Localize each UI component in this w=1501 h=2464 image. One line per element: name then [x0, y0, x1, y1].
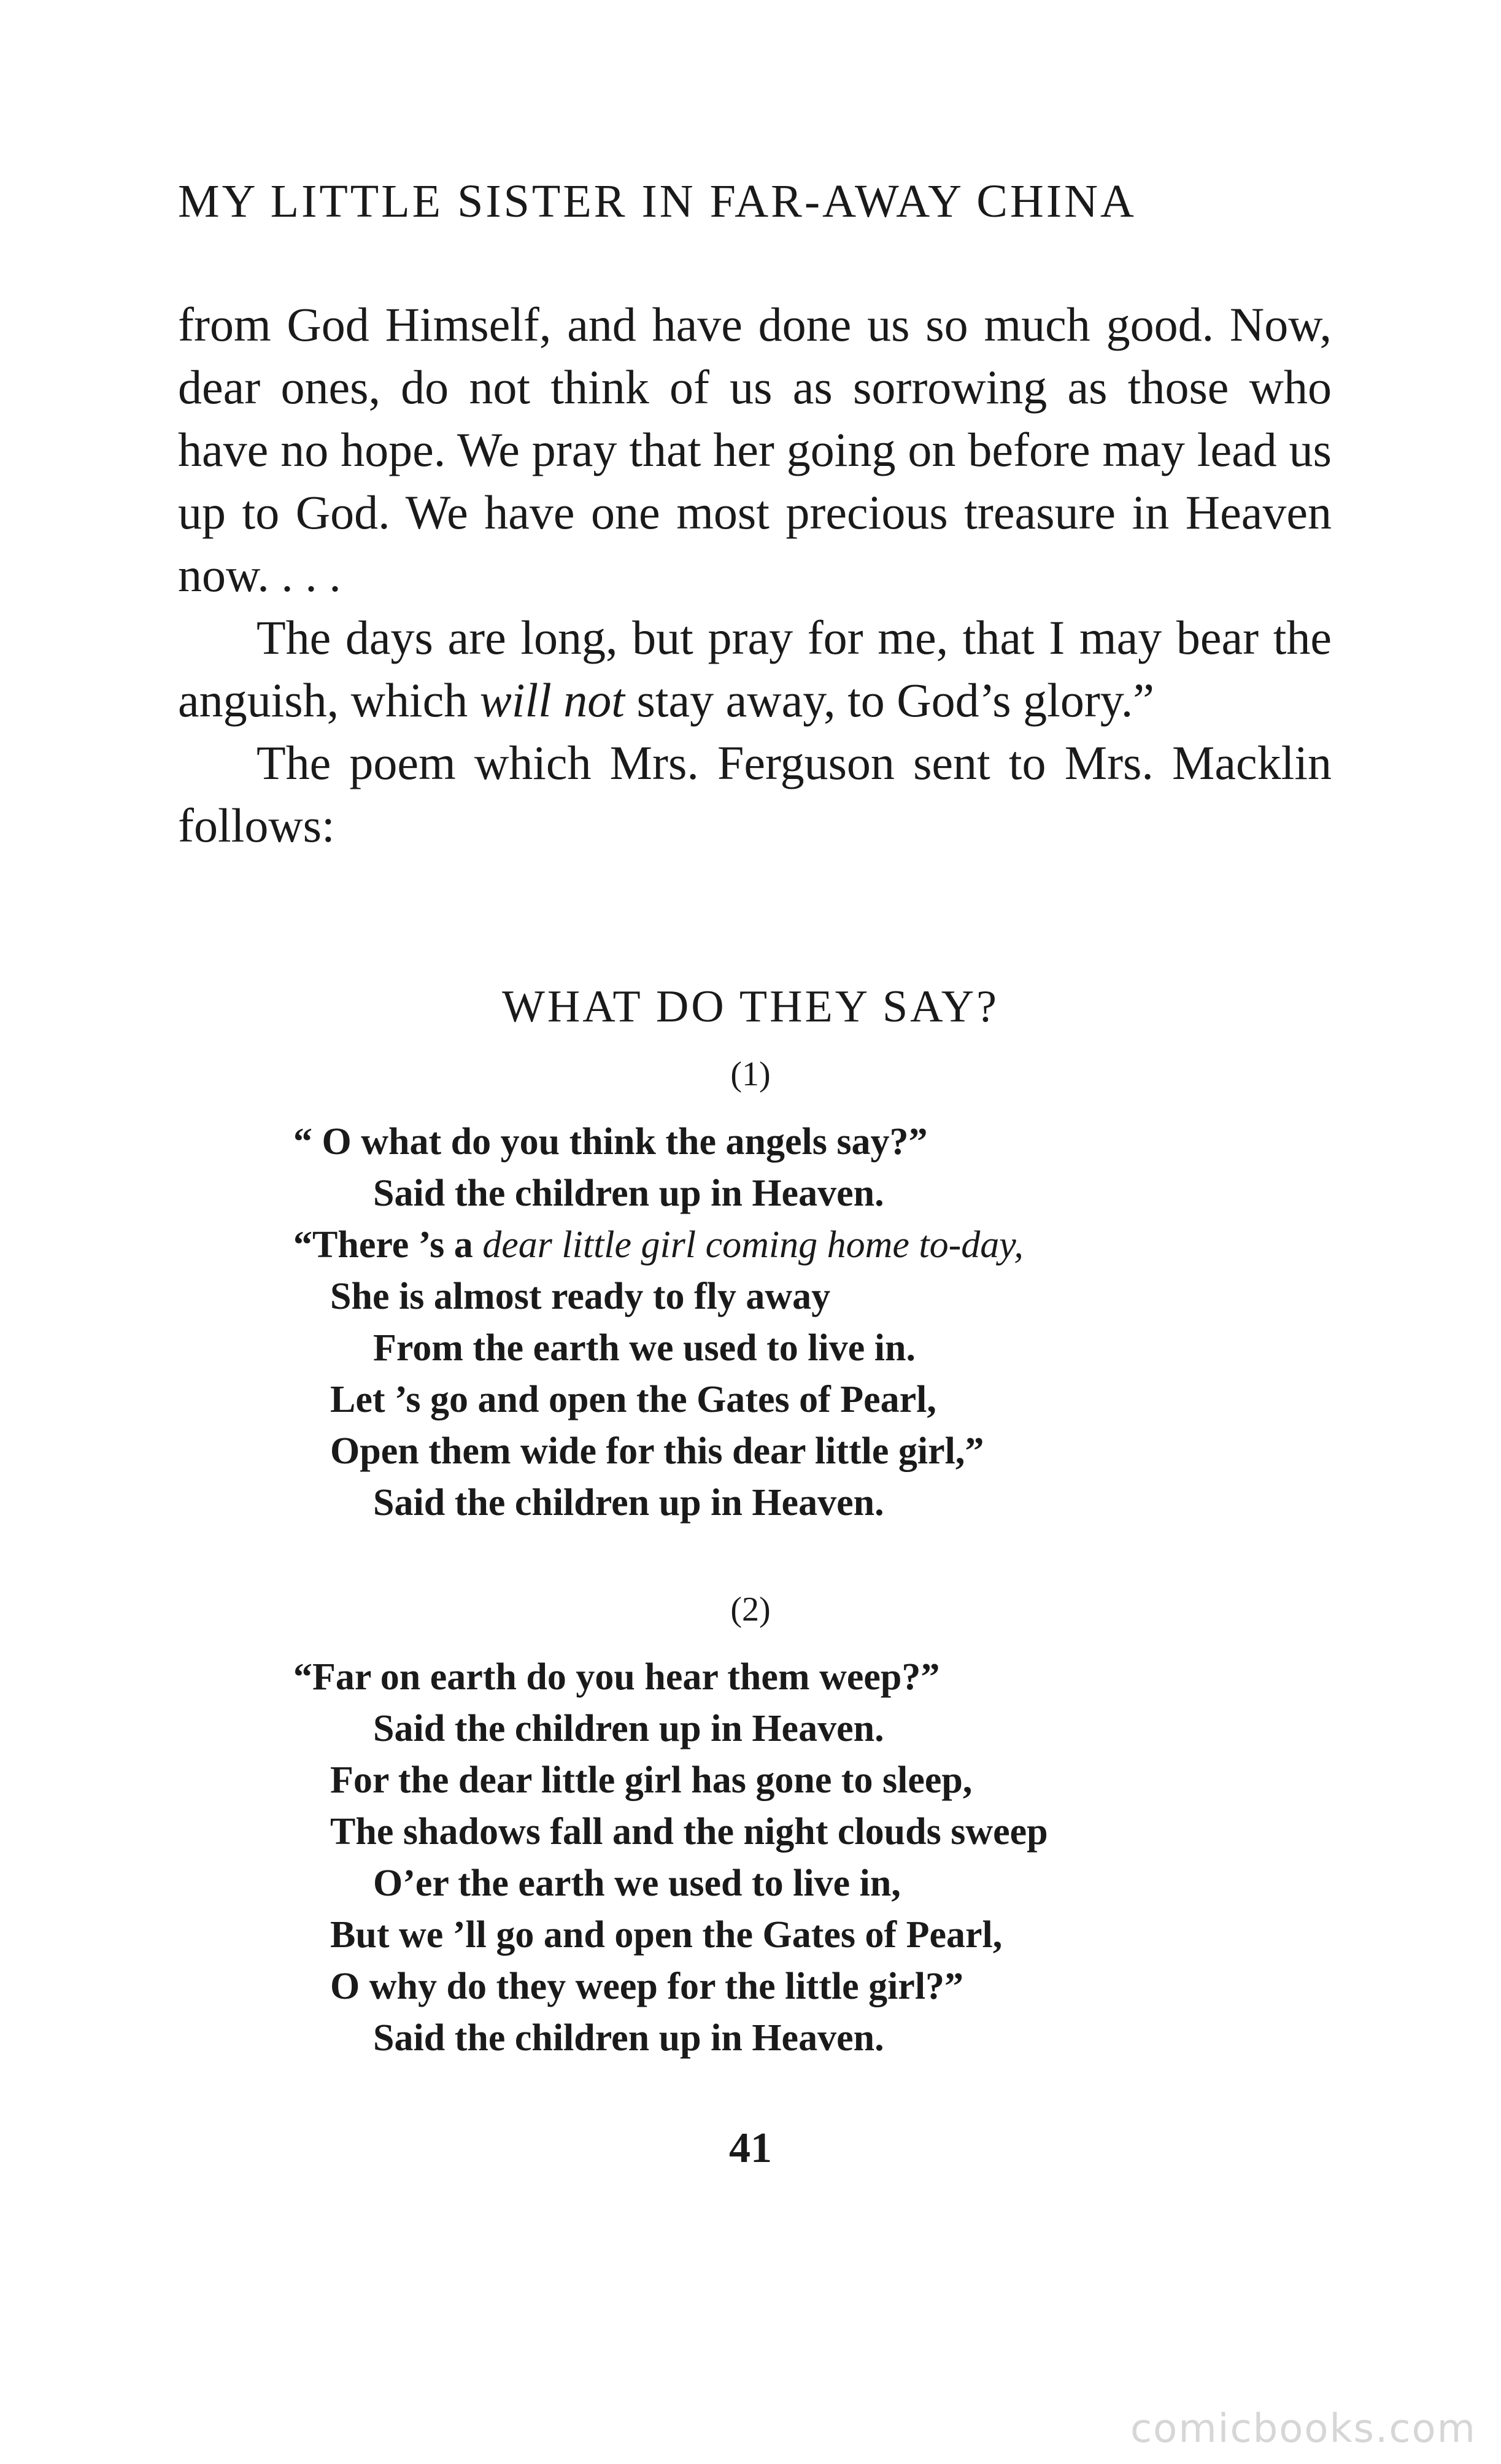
paragraph-continued: from God Himself, and have done us so much good. Now, dear ones, do not think of us as sorrowing as those who have no hope. We pray that her going on before may lead us up to God. We have one most precious treasure in Heaven now. . . .: [178, 298, 1332, 602]
poem-line: “ O what do you think the angels say?”: [293, 1121, 928, 1163]
watermark: comicbooks.com: [1130, 2406, 1476, 2452]
poem-line: The shadows fall and the night clouds sweep: [330, 1811, 1048, 1853]
paragraph-text: The days are long, but pray for me, that I may bear the anguish, which: [178, 611, 1332, 727]
stanza-2: [293, 1651, 1337, 2064]
poem-line: Said the children up in Heaven.: [373, 1708, 884, 1749]
prose-body: [178, 293, 1332, 857]
poem-line: From the earth we used to live in.: [373, 1327, 916, 1369]
poem-line: Let ’s go and open the Gates of Pearl,: [330, 1379, 936, 1420]
emphasis-text: will not: [479, 673, 625, 727]
poem-line: For the dear little girl has gone to sleep,: [330, 1759, 973, 1801]
poem-line: Said the children up in Heaven.: [373, 1172, 884, 1214]
page-number: 41: [729, 2125, 772, 2172]
poem-line: Open them wide for this dear little girl,”: [330, 1430, 984, 1472]
emphasis-text: dear little girl coming home to-day,: [482, 1224, 1024, 1266]
paragraph-poem-intro: The poem which Mrs. Ferguson sent to Mrs. Macklin follows:: [178, 736, 1332, 852]
poem-line: O’er the earth we used to live in,: [373, 1862, 901, 1904]
stanza-number: (2): [730, 1590, 771, 1629]
running-head: MY LITTLE SISTER IN FAR-AWAY CHINA: [178, 176, 1136, 227]
poem-line: O why do they weep for the little girl?”: [330, 1966, 964, 2007]
poem-title: WHAT DO THEY SAY?: [501, 982, 1000, 1032]
paragraph-text: stay away, to God’s glory.”: [624, 673, 1154, 727]
poem-line: She is almost ready to fly away: [330, 1276, 831, 1317]
poem-line: Said the children up in Heaven.: [373, 2017, 884, 2059]
stanza-1: [293, 1116, 1337, 1528]
stanza-number: (1): [730, 1055, 771, 1093]
poem-line-text: “There ’s a: [293, 1224, 483, 1266]
paragraph-days-long: [178, 606, 1332, 732]
poem-line: Said the children up in Heaven.: [373, 1482, 884, 1524]
poem-line: “Far on earth do you hear them weep?”: [293, 1656, 940, 1698]
poem-line: [293, 1219, 1337, 1271]
poem-line: But we ’ll go and open the Gates of Pearl,: [330, 1914, 1003, 1956]
